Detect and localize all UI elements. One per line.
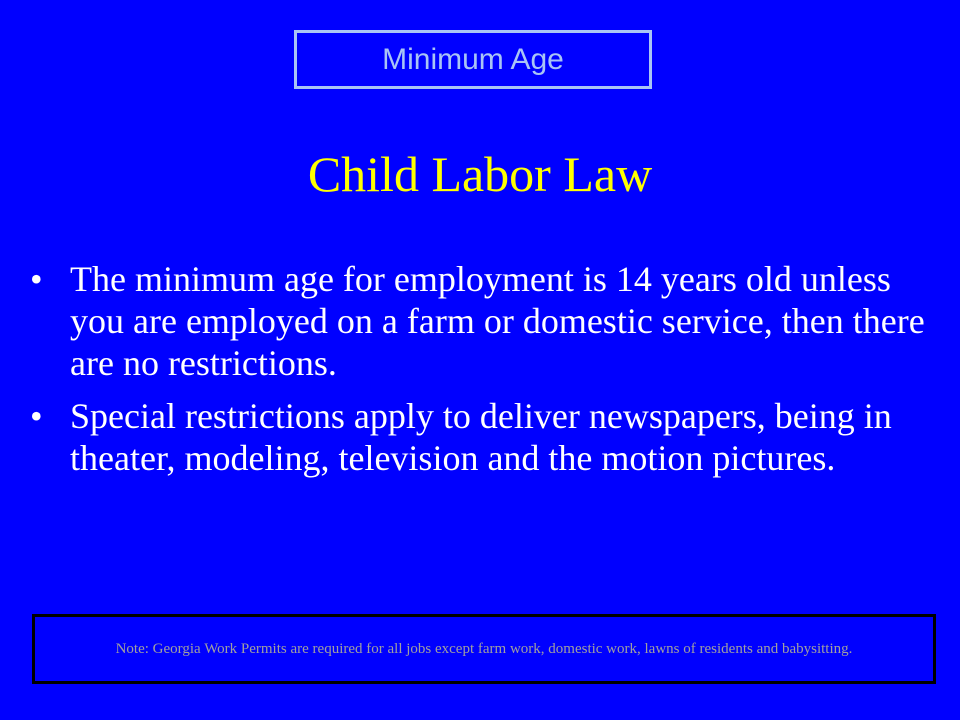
- note-box: [32, 614, 936, 684]
- bullet-marker: •: [30, 396, 43, 436]
- bullet-marker: •: [30, 259, 43, 299]
- bullet-text: Special restrictions apply to deliver newspapers, being in theater, modeling, television and the motion pictures.: [70, 396, 892, 478]
- note-text: Note: Georgia Work Permits are required for all jobs except farm work, domestic work, lawns of residents and babysitting.: [115, 641, 853, 657]
- slide-title: Child Labor Law: [307, 146, 653, 202]
- bullet-item: [30, 395, 930, 479]
- header-box: [294, 30, 652, 89]
- bullet-text: The minimum age for employment is 14 years old unless you are employed on a farm or domestic service, then there are no restrictions.: [70, 259, 925, 383]
- header-box-label: Minimum Age: [382, 42, 564, 76]
- bullet-item: [30, 258, 930, 384]
- bullet-list: [30, 258, 930, 490]
